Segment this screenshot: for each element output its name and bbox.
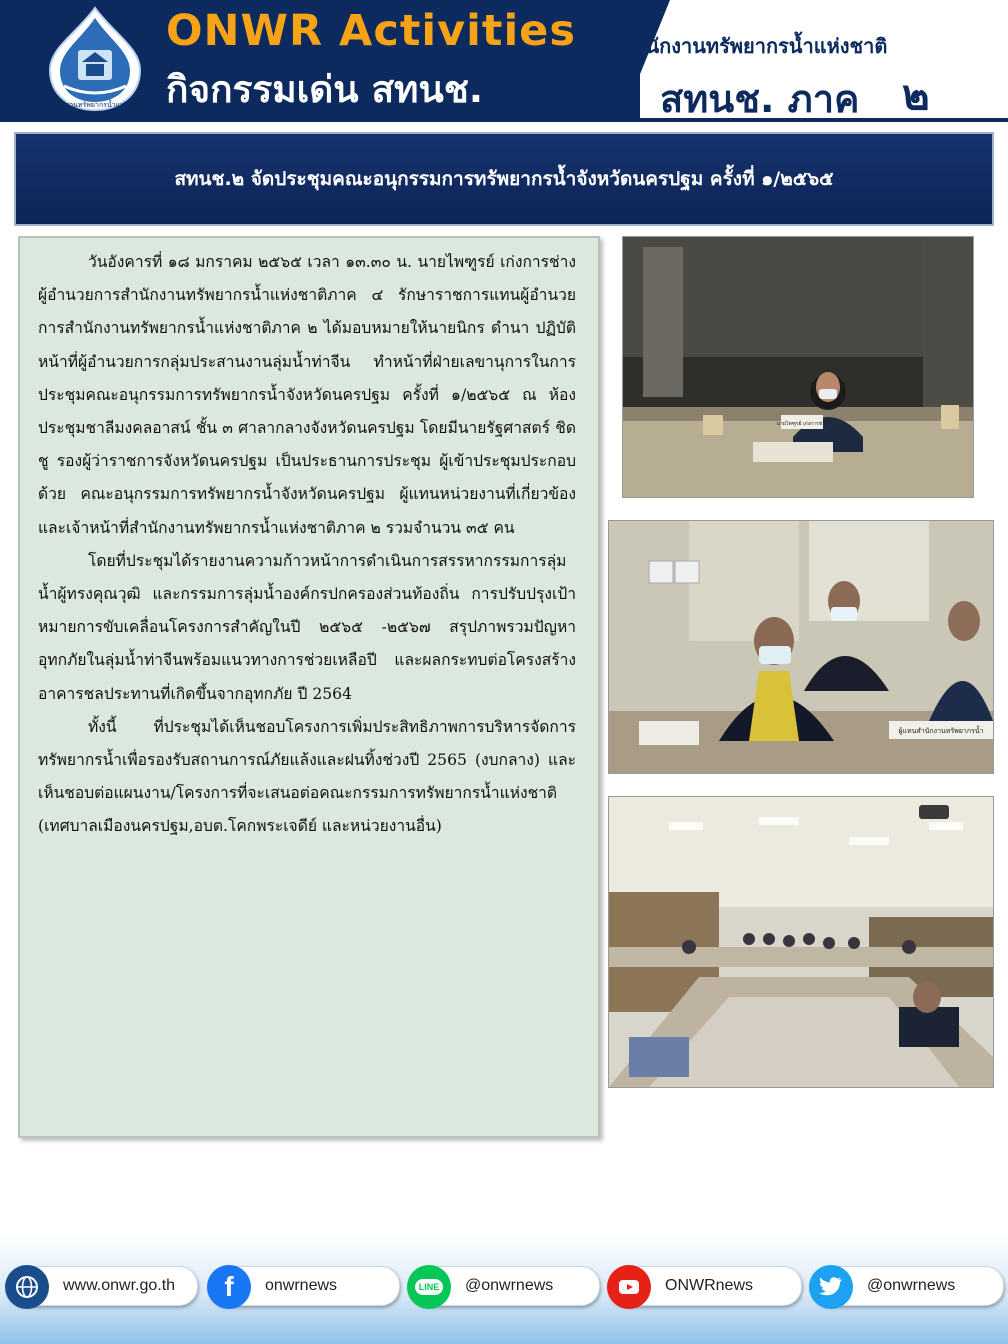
region-number: ๒ xyxy=(902,70,930,119)
brand-title-english: ONWR Activities xyxy=(166,6,576,56)
footer-twitter[interactable] xyxy=(810,1266,1004,1306)
twitter-icon xyxy=(809,1265,853,1309)
headline-title: สทนช.๒ จัดประชุมคณะอนุกรรมการทรัพยากรน้ำจังหวัดนครปฐม ครั้งที่ ๑/๒๕๖๕ xyxy=(174,168,834,190)
svg-text:นายไพฑูรย์ เก่งการช่าง: นายไพฑูรย์ เก่งการช่าง xyxy=(776,421,828,427)
footer-facebook[interactable] xyxy=(208,1266,400,1306)
footer-twitter-label: @onwrnews xyxy=(867,1277,956,1294)
footer-youtube-label: ONWRnews xyxy=(665,1277,754,1294)
meeting-photo-room xyxy=(608,796,994,1088)
social-footer xyxy=(0,1266,1008,1306)
line-icon xyxy=(407,1265,451,1309)
region-label: สทนช. ภาค xyxy=(660,77,860,121)
meeting-photo-chairman xyxy=(622,236,974,498)
footer-website-label: www.onwr.go.th xyxy=(63,1277,176,1294)
line-icon-text: LINE xyxy=(415,1279,444,1295)
article-body xyxy=(28,246,586,844)
article-paragraph: วันอังคารที่ ๑๘ มกราคม ๒๕๖๕ เวลา ๑๓.๓๐ น. นายไพฑูรย์ เก่งการช่าง ผู้อำนวยการสำนักงานทรัพยากรน้ำแห่งชาติภาค ๔ รักษาราชการแทนผู้อำนวยการสำนักงานทรัพยากรน้ำแห่งชาติภาค ๒ ได้มอบหมายให้นายนิกร ดำนา ปฏิบัติหน้าที่ผู้อำนวยการกลุ่มประสานงานลุ่มน้ำท่าจีน ทำหน้าที่ฝ่ายเลขานุการในการประชุมคณะอนุกรรมการทรัพยากรน้ำจังหวัดนครปฐม ครั้งที่ ๑/๒๕๖๕ ณ ห้องประชุมชาลีมงคลอาสน์ ชั้น ๓ ศาลากลางจังหวัดนครปฐม โดยมีนายรัฐศาสตร์ ชิดชู รองผู้ว่าราชการจังหวัดนครปฐม เป็นประธานการประชุม ผู้เข้าประชุมประกอบด้วย คณะอนุกรรมการทรัพยากรน้ำจังหวัดนครปฐม ผู้แทนหน่วยงานที่เกี่ยวข้อง และเจ้าหน้าที่สำนักงานทรัพยากรน้ำแห่งชาติภาค ๒ รวมจำนวน ๓๕ คน xyxy=(38,253,576,537)
globe-icon xyxy=(5,1265,49,1309)
svg-text:ผู้แทนสำนักงานทรัพยากรน้ำ: ผู้แทนสำนักงานทรัพยากรน้ำ xyxy=(898,727,984,735)
footer-line[interactable] xyxy=(408,1266,600,1306)
onwr-seal-icon xyxy=(36,4,154,112)
brand-title-thai: กิจกรรมเด่น สทนช. xyxy=(166,68,483,111)
header-banner xyxy=(0,0,1008,122)
svg-text:สำนักงานทรัพยากรน้ำแห่งชาติ: สำนักงานทรัพยากรน้ำแห่งชาติ xyxy=(48,101,142,109)
footer-youtube[interactable] xyxy=(608,1266,802,1306)
footer-website[interactable] xyxy=(6,1266,198,1306)
article-paragraph: ทั้งนี้ ที่ประชุมได้เห็นชอบโครงการเพิ่มประสิทธิภาพการบริหารจัดการทรัพยากรน้ำเพื่อรองรับสถานการณ์ภัยแล้งและฝนทิ้งช่วงปี 2565 (งบกลาง) และเห็นชอบต่อแผนงาน/โครงการที่จะเสนอต่อคณะกรรมการทรัพยากรน้ำแห่งชาติ (เทศบาลเมืองนครปฐม,อบต.โคกพระเจดีย์ และหน่วยงานอื่น) xyxy=(38,717,576,836)
facebook-icon: f xyxy=(207,1265,251,1309)
headline-bar xyxy=(14,132,994,226)
meeting-photo-attendees xyxy=(608,520,994,774)
footer-line-label: @onwrnews xyxy=(465,1277,554,1294)
footer-facebook-label: onwrnews xyxy=(265,1277,338,1294)
youtube-icon xyxy=(607,1265,651,1309)
article-paragraph: โดยที่ประชุมได้รายงานความก้าวหน้าการดำเนินการสรรหากรรมการลุ่มน้ำผู้ทรงคุณวุฒิ และกรรมการลุ่มน้ำองค์กรปกครองส่วนท้องถิ่น การปรับปรุงเป้าหมายการขับเคลื่อนโครงการสำคัญในปี ๒๕๖๕ -๒๕๖๗ สรุปภาพรวมปัญหาอุทกภัยในลุ่มน้ำท่าจีนพร้อมแนวทางการช่วยเหลือปี และผลกระทบต่อโครงสร้างอาคารชลประทานที่เกิดขึ้นจากอุทกภัย ปี 2564 xyxy=(38,551,576,703)
agency-name: สำนักงานทรัพยากรน้ำแห่งชาติ xyxy=(622,34,888,58)
article-text-box xyxy=(18,236,600,1138)
